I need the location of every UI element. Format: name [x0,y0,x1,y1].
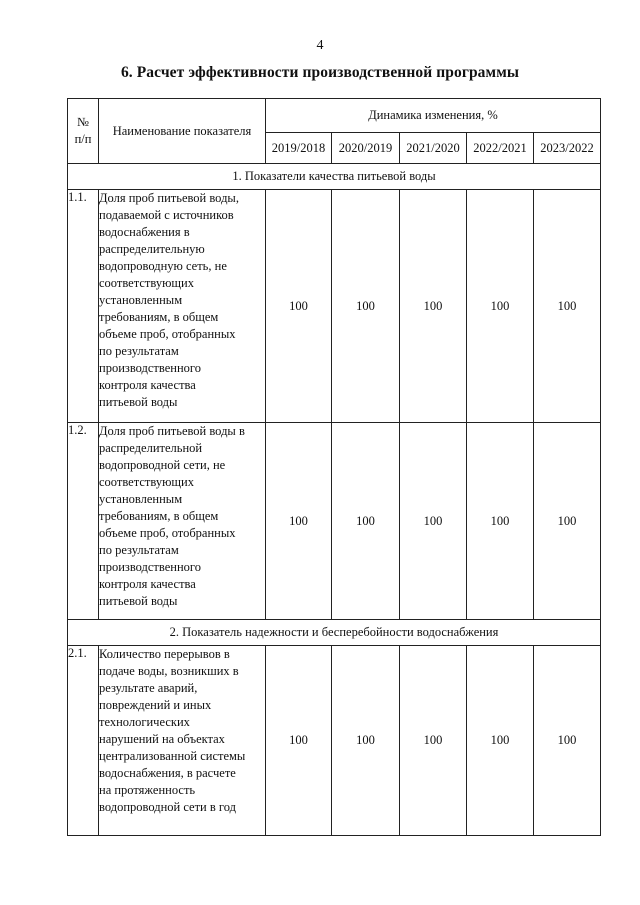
row-number: 2.1. [68,646,99,836]
indicator-name-line: Количество перерывов в [99,647,230,661]
column-header-name: Наименование показателя [99,99,266,164]
value-cell: 100 [400,646,467,836]
indicator-name-line: требованиям, в общем [99,310,219,324]
indicator-name-line: нарушений на объектах [99,732,225,746]
indicator-name-line: соответствующих [99,276,194,290]
table-row [68,423,601,620]
column-header-dynamics: Динамика изменения, % [266,99,601,133]
section-title: 6. Расчет эффективности производственной программы [120,64,520,81]
indicator-name-line: Доля проб питьевой воды в [99,424,245,438]
group-title: 1. Показатели качества питьевой воды [68,164,601,190]
indicator-name [99,190,266,423]
indicator-name-line: подаваемой с источников [99,208,234,222]
table-row [68,190,601,423]
page-number: 4 [316,38,324,53]
group-row [68,164,601,190]
indicator-name-line: соответствующих [99,475,194,489]
column-header-year: 2023/2022 [534,133,601,164]
table-body [68,164,601,836]
column-header-number [68,99,99,164]
value-cell: 100 [266,190,332,423]
group-row [68,620,601,646]
indicator-name-line: водоснабжения, в расчете [99,766,236,780]
value-cell: 100 [400,190,467,423]
column-header-number-symbol: № [77,115,89,129]
value-cell: 100 [467,190,534,423]
table-row [68,646,601,836]
value-cell: 100 [534,190,601,423]
efficiency-table [67,98,601,836]
column-header-year: 2020/2019 [332,133,400,164]
row-number: 1.2. [68,423,99,620]
value-cell: 100 [332,190,400,423]
indicator-name-line: контроля качества [99,577,196,591]
indicator-name-line: производственного [99,361,201,375]
indicator-name-line: производственного [99,560,201,574]
column-header-year: 2022/2021 [467,133,534,164]
indicator-name-line: объеме проб, отобранных [99,327,236,341]
indicator-name-line: питьевой воды [99,594,178,608]
indicator-name-line: водопроводной сети в год [99,800,236,814]
indicator-name-line: распределительной [99,441,203,455]
value-cell: 100 [534,646,601,836]
row-number: 1.1. [68,190,99,423]
column-header-year: 2019/2018 [266,133,332,164]
indicator-name-line: требованиям, в общем [99,509,219,523]
value-cell: 100 [400,423,467,620]
value-cell: 100 [266,423,332,620]
indicator-name-line: результате аварий, [99,681,198,695]
value-cell: 100 [266,646,332,836]
indicator-name [99,646,266,836]
indicator-name-line: подаче воды, возникших в [99,664,239,678]
indicator-name-line: по результатам [99,543,179,557]
indicator-name-line: водопроводной сети, не [99,458,226,472]
indicator-name-line: контроля качества [99,378,196,392]
value-cell: 100 [467,646,534,836]
indicator-name-line: распределительную [99,242,205,256]
value-cell: 100 [332,646,400,836]
indicator-name-line: объеме проб, отобранных [99,526,236,540]
indicator-name-line: Доля проб питьевой воды, [99,191,239,205]
value-cell: 100 [332,423,400,620]
indicator-name-line: питьевой воды [99,395,178,409]
indicator-name-line: водоснабжения в [99,225,190,239]
column-header-number-abbr: п/п [74,132,92,146]
indicator-name [99,423,266,620]
value-cell: 100 [534,423,601,620]
indicator-name-line: по результатам [99,344,179,358]
value-cell: 100 [467,423,534,620]
indicator-name-line: установленным [99,492,183,506]
column-header-year: 2021/2020 [400,133,467,164]
group-title: 2. Показатель надежности и бесперебойности водоснабжения [68,620,601,646]
indicator-name-line: централизованной системы [99,749,246,763]
indicator-name-line: на протяженность [99,783,196,797]
indicator-name-line: водопроводную сеть, не [99,259,227,273]
indicator-name-line: технологических [99,715,190,729]
indicator-name-line: установленным [99,293,183,307]
indicator-name-line: повреждений и иных [99,698,212,712]
